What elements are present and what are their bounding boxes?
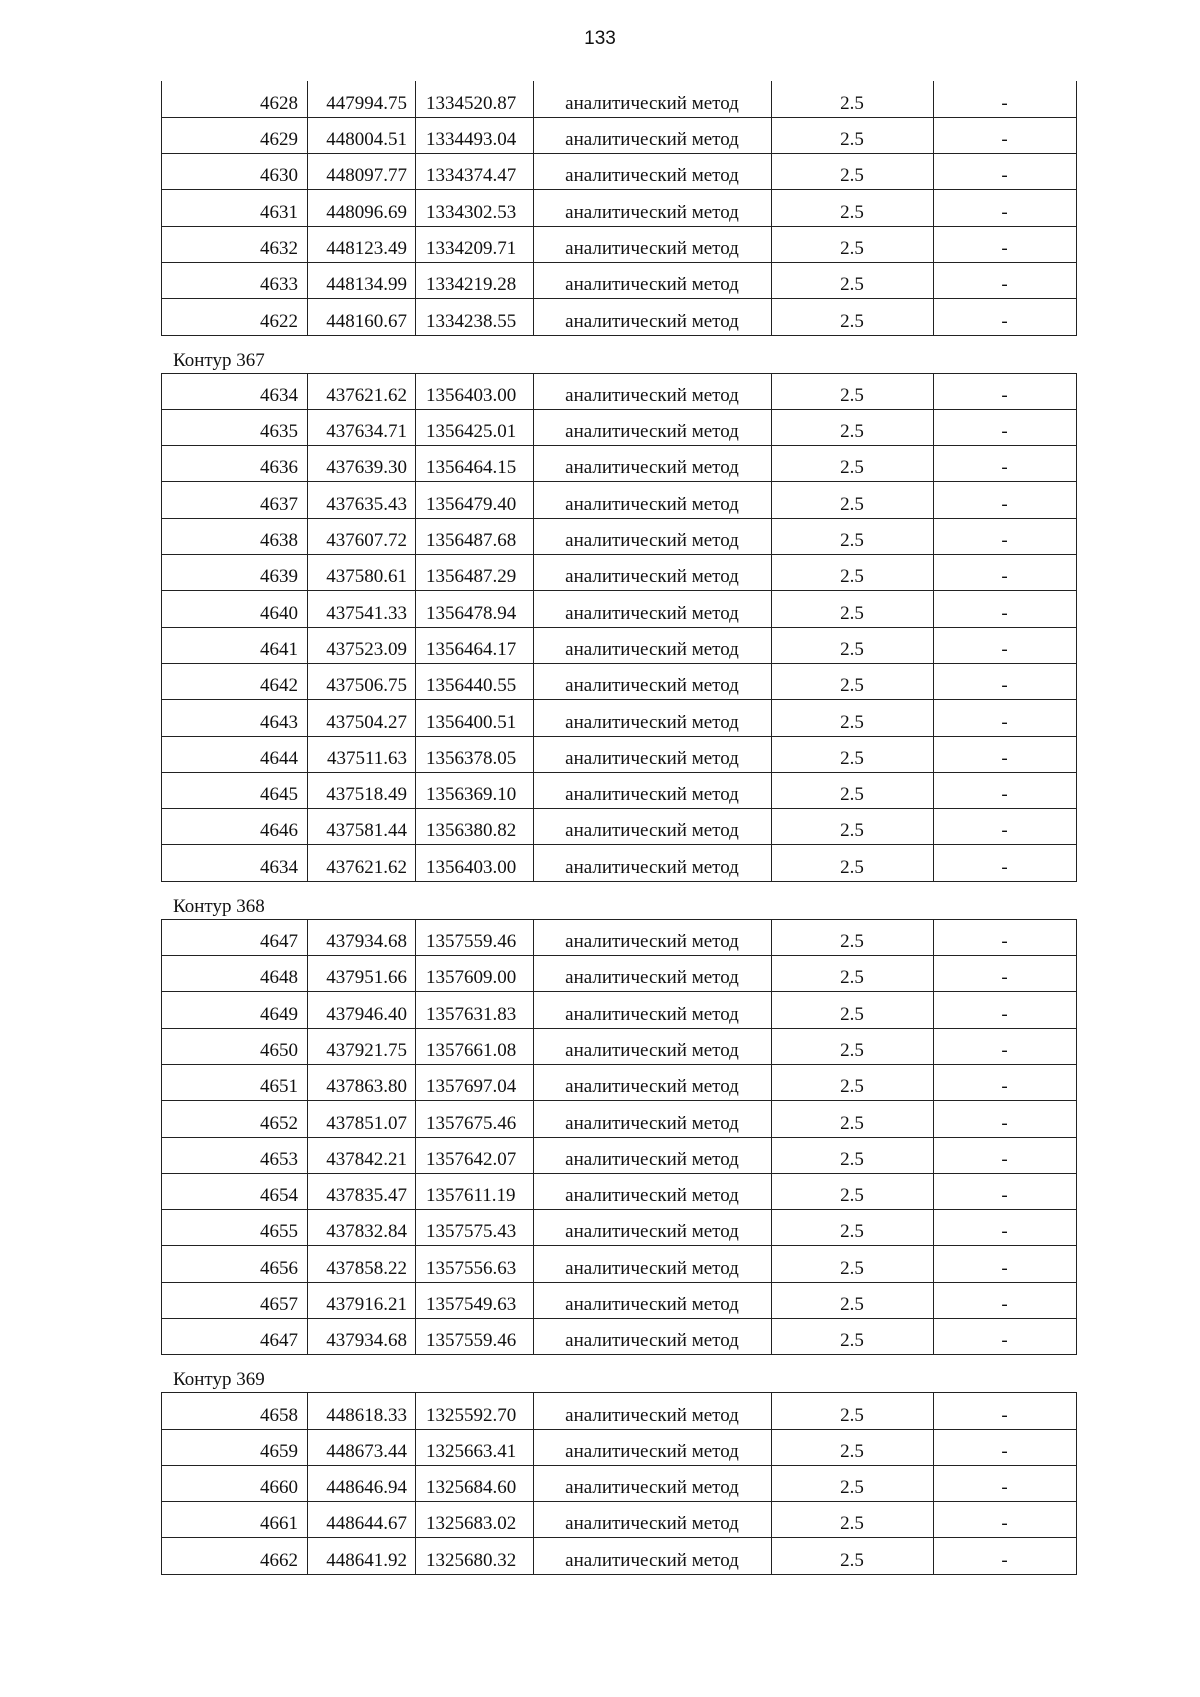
method-cell: аналитический метод [534, 956, 772, 992]
y-coordinate-cell: 1334520.87 [416, 81, 534, 117]
x-coordinate-cell: 448644.67 [308, 1502, 416, 1538]
x-coordinate-cell: 437946.40 [308, 992, 416, 1028]
x-coordinate-cell: 448004.51 [308, 117, 416, 153]
error-cell: 2.5 [772, 190, 934, 226]
table-row [162, 1210, 1077, 1246]
y-coordinate-cell: 1334302.53 [416, 190, 534, 226]
description-cell: - [934, 226, 1077, 262]
description-cell: - [934, 262, 1077, 298]
y-coordinate-cell: 1334493.04 [416, 117, 534, 153]
description-cell: - [934, 591, 1077, 627]
point-number-cell: 4653 [162, 1137, 308, 1173]
method-cell: аналитический метод [534, 226, 772, 262]
table-row [162, 1101, 1077, 1137]
y-coordinate-cell: 1357675.46 [416, 1101, 534, 1137]
method-cell: аналитический метод [534, 1538, 772, 1574]
y-coordinate-cell: 1325683.02 [416, 1502, 534, 1538]
description-cell: - [934, 700, 1077, 736]
description-cell: - [934, 845, 1077, 881]
method-cell: аналитический метод [534, 591, 772, 627]
method-cell: аналитический метод [534, 518, 772, 554]
description-cell: - [934, 919, 1077, 955]
description-cell: - [934, 1173, 1077, 1209]
method-cell: аналитический метод [534, 845, 772, 881]
point-number-cell: 4644 [162, 736, 308, 772]
x-coordinate-cell: 437921.75 [308, 1028, 416, 1064]
x-coordinate-cell: 437916.21 [308, 1282, 416, 1318]
error-cell: 2.5 [772, 700, 934, 736]
error-cell: 2.5 [772, 1137, 934, 1173]
method-cell: аналитический метод [534, 992, 772, 1028]
error-cell: 2.5 [772, 1429, 934, 1465]
method-cell: аналитический метод [534, 700, 772, 736]
y-coordinate-cell: 1334219.28 [416, 262, 534, 298]
y-coordinate-cell: 1325680.32 [416, 1538, 534, 1574]
error-cell: 2.5 [772, 1319, 934, 1355]
x-coordinate-cell: 437832.84 [308, 1210, 416, 1246]
method-cell: аналитический метод [534, 1393, 772, 1429]
method-cell: аналитический метод [534, 1502, 772, 1538]
error-cell: 2.5 [772, 845, 934, 881]
method-cell: аналитический метод [534, 482, 772, 518]
x-coordinate-cell: 447994.75 [308, 81, 416, 117]
point-number-cell: 4629 [162, 117, 308, 153]
contour-label: Контур 368 [173, 895, 265, 917]
description-cell: - [934, 1319, 1077, 1355]
y-coordinate-cell: 1356369.10 [416, 772, 534, 808]
table-row [162, 1393, 1077, 1429]
table-row [162, 373, 1077, 409]
y-coordinate-cell: 1356400.51 [416, 700, 534, 736]
point-number-cell: 4628 [162, 81, 308, 117]
error-cell: 2.5 [772, 299, 934, 335]
x-coordinate-cell: 437842.21 [308, 1137, 416, 1173]
x-coordinate-cell: 448097.77 [308, 154, 416, 190]
method-cell: аналитический метод [534, 1319, 772, 1355]
method-cell: аналитический метод [534, 1210, 772, 1246]
y-coordinate-cell: 1356464.15 [416, 446, 534, 482]
description-cell: - [934, 1101, 1077, 1137]
description-cell: - [934, 956, 1077, 992]
y-coordinate-cell: 1357575.43 [416, 1210, 534, 1246]
method-cell: аналитический метод [534, 446, 772, 482]
x-coordinate-cell: 437634.71 [308, 409, 416, 445]
table-row [162, 1064, 1077, 1100]
point-number-cell: 4643 [162, 700, 308, 736]
x-coordinate-cell: 437934.68 [308, 1319, 416, 1355]
x-coordinate-cell: 448160.67 [308, 299, 416, 335]
method-cell: аналитический метод [534, 1064, 772, 1100]
y-coordinate-cell: 1356464.17 [416, 627, 534, 663]
method-cell: аналитический метод [534, 373, 772, 409]
table-row [162, 772, 1077, 808]
description-cell: - [934, 1538, 1077, 1574]
description-cell: - [934, 1064, 1077, 1100]
point-number-cell: 4661 [162, 1502, 308, 1538]
point-number-cell: 4633 [162, 262, 308, 298]
error-cell: 2.5 [772, 591, 934, 627]
error-cell: 2.5 [772, 1282, 934, 1318]
description-cell: - [934, 299, 1077, 335]
method-cell: аналитический метод [534, 262, 772, 298]
x-coordinate-cell: 437541.33 [308, 591, 416, 627]
table-row [162, 409, 1077, 445]
description-cell: - [934, 190, 1077, 226]
y-coordinate-cell: 1334209.71 [416, 226, 534, 262]
description-cell: - [934, 117, 1077, 153]
x-coordinate-cell: 437580.61 [308, 555, 416, 591]
error-cell: 2.5 [772, 956, 934, 992]
coordinates-table [161, 373, 1077, 882]
table-row [162, 992, 1077, 1028]
point-number-cell: 4640 [162, 591, 308, 627]
point-number-cell: 4651 [162, 1064, 308, 1100]
y-coordinate-cell: 1334374.47 [416, 154, 534, 190]
x-coordinate-cell: 437518.49 [308, 772, 416, 808]
description-cell: - [934, 555, 1077, 591]
x-coordinate-cell: 437635.43 [308, 482, 416, 518]
point-number-cell: 4638 [162, 518, 308, 554]
point-number-cell: 4642 [162, 663, 308, 699]
error-cell: 2.5 [772, 1502, 934, 1538]
description-cell: - [934, 1465, 1077, 1501]
x-coordinate-cell: 437639.30 [308, 446, 416, 482]
x-coordinate-cell: 437863.80 [308, 1064, 416, 1100]
point-number-cell: 4631 [162, 190, 308, 226]
x-coordinate-cell: 437506.75 [308, 663, 416, 699]
method-cell: аналитический метод [534, 736, 772, 772]
x-coordinate-cell: 437621.62 [308, 845, 416, 881]
table-row [162, 226, 1077, 262]
y-coordinate-cell: 1357642.07 [416, 1137, 534, 1173]
error-cell: 2.5 [772, 1064, 934, 1100]
x-coordinate-cell: 437934.68 [308, 919, 416, 955]
error-cell: 2.5 [772, 627, 934, 663]
point-number-cell: 4622 [162, 299, 308, 335]
description-cell: - [934, 809, 1077, 845]
point-number-cell: 4655 [162, 1210, 308, 1246]
point-number-cell: 4634 [162, 373, 308, 409]
description-cell: - [934, 627, 1077, 663]
table-row [162, 663, 1077, 699]
method-cell: аналитический метод [534, 154, 772, 190]
table-row [162, 482, 1077, 518]
error-cell: 2.5 [772, 1393, 934, 1429]
contour-label: Контур 369 [173, 1369, 265, 1391]
method-cell: аналитический метод [534, 1246, 772, 1282]
x-coordinate-cell: 448646.94 [308, 1465, 416, 1501]
table-row [162, 190, 1077, 226]
table-row [162, 1538, 1077, 1574]
table-row [162, 1173, 1077, 1209]
coordinates-table [161, 919, 1077, 1356]
method-cell: аналитический метод [534, 809, 772, 845]
y-coordinate-cell: 1357609.00 [416, 956, 534, 992]
description-cell: - [934, 1028, 1077, 1064]
error-cell: 2.5 [772, 736, 934, 772]
x-coordinate-cell: 448134.99 [308, 262, 416, 298]
point-number-cell: 4645 [162, 772, 308, 808]
description-cell: - [934, 518, 1077, 554]
error-cell: 2.5 [772, 809, 934, 845]
y-coordinate-cell: 1356478.94 [416, 591, 534, 627]
description-cell: - [934, 736, 1077, 772]
table-row [162, 1502, 1077, 1538]
x-coordinate-cell: 437607.72 [308, 518, 416, 554]
method-cell: аналитический метод [534, 190, 772, 226]
point-number-cell: 4654 [162, 1173, 308, 1209]
error-cell: 2.5 [772, 919, 934, 955]
error-cell: 2.5 [772, 117, 934, 153]
x-coordinate-cell: 437523.09 [308, 627, 416, 663]
error-cell: 2.5 [772, 409, 934, 445]
table-row [162, 518, 1077, 554]
table-row [162, 1246, 1077, 1282]
description-cell: - [934, 1137, 1077, 1173]
table-row [162, 956, 1077, 992]
y-coordinate-cell: 1356440.55 [416, 663, 534, 699]
table-row [162, 81, 1077, 117]
method-cell: аналитический метод [534, 409, 772, 445]
y-coordinate-cell: 1357549.63 [416, 1282, 534, 1318]
x-coordinate-cell: 448123.49 [308, 226, 416, 262]
table-row [162, 1465, 1077, 1501]
y-coordinate-cell: 1325592.70 [416, 1393, 534, 1429]
table-row [162, 1282, 1077, 1318]
point-number-cell: 4656 [162, 1246, 308, 1282]
y-coordinate-cell: 1356425.01 [416, 409, 534, 445]
table-row [162, 154, 1077, 190]
error-cell: 2.5 [772, 446, 934, 482]
y-coordinate-cell: 1356380.82 [416, 809, 534, 845]
method-cell: аналитический метод [534, 663, 772, 699]
point-number-cell: 4659 [162, 1429, 308, 1465]
table-row [162, 700, 1077, 736]
y-coordinate-cell: 1357556.63 [416, 1246, 534, 1282]
table-row [162, 736, 1077, 772]
coordinates-document [161, 81, 1076, 1575]
method-cell: аналитический метод [534, 1028, 772, 1064]
y-coordinate-cell: 1325684.60 [416, 1465, 534, 1501]
description-cell: - [934, 154, 1077, 190]
point-number-cell: 4649 [162, 992, 308, 1028]
method-cell: аналитический метод [534, 555, 772, 591]
y-coordinate-cell: 1357559.46 [416, 1319, 534, 1355]
method-cell: аналитический метод [534, 772, 772, 808]
error-cell: 2.5 [772, 262, 934, 298]
error-cell: 2.5 [772, 373, 934, 409]
method-cell: аналитический метод [534, 1282, 772, 1318]
x-coordinate-cell: 437858.22 [308, 1246, 416, 1282]
table-row [162, 1429, 1077, 1465]
table-row [162, 591, 1077, 627]
table-row [162, 845, 1077, 881]
table-row [162, 919, 1077, 955]
error-cell: 2.5 [772, 226, 934, 262]
point-number-cell: 4657 [162, 1282, 308, 1318]
y-coordinate-cell: 1357697.04 [416, 1064, 534, 1100]
y-coordinate-cell: 1356403.00 [416, 373, 534, 409]
table-row [162, 446, 1077, 482]
point-number-cell: 4636 [162, 446, 308, 482]
point-number-cell: 4634 [162, 845, 308, 881]
x-coordinate-cell: 437511.63 [308, 736, 416, 772]
x-coordinate-cell: 448641.92 [308, 1538, 416, 1574]
y-coordinate-cell: 1357661.08 [416, 1028, 534, 1064]
description-cell: - [934, 663, 1077, 699]
table-row [162, 627, 1077, 663]
description-cell: - [934, 1210, 1077, 1246]
error-cell: 2.5 [772, 518, 934, 554]
method-cell: аналитический метод [534, 1173, 772, 1209]
method-cell: аналитический метод [534, 299, 772, 335]
point-number-cell: 4632 [162, 226, 308, 262]
description-cell: - [934, 373, 1077, 409]
y-coordinate-cell: 1356487.68 [416, 518, 534, 554]
error-cell: 2.5 [772, 1465, 934, 1501]
method-cell: аналитический метод [534, 117, 772, 153]
point-number-cell: 4637 [162, 482, 308, 518]
y-coordinate-cell: 1334238.55 [416, 299, 534, 335]
point-number-cell: 4652 [162, 1101, 308, 1137]
error-cell: 2.5 [772, 1173, 934, 1209]
table-row [162, 262, 1077, 298]
error-cell: 2.5 [772, 1538, 934, 1574]
y-coordinate-cell: 1357631.83 [416, 992, 534, 1028]
method-cell: аналитический метод [534, 919, 772, 955]
method-cell: аналитический метод [534, 1137, 772, 1173]
table-row [162, 555, 1077, 591]
description-cell: - [934, 772, 1077, 808]
y-coordinate-cell: 1356378.05 [416, 736, 534, 772]
point-number-cell: 4662 [162, 1538, 308, 1574]
error-cell: 2.5 [772, 992, 934, 1028]
x-coordinate-cell: 448618.33 [308, 1393, 416, 1429]
error-cell: 2.5 [772, 81, 934, 117]
x-coordinate-cell: 437581.44 [308, 809, 416, 845]
contour-label: Контур 367 [173, 349, 265, 371]
description-cell: - [934, 1246, 1077, 1282]
y-coordinate-cell: 1356403.00 [416, 845, 534, 881]
point-number-cell: 4648 [162, 956, 308, 992]
table-row [162, 1137, 1077, 1173]
method-cell: аналитический метод [534, 1101, 772, 1137]
x-coordinate-cell: 437835.47 [308, 1173, 416, 1209]
table-row [162, 809, 1077, 845]
description-cell: - [934, 992, 1077, 1028]
point-number-cell: 4650 [162, 1028, 308, 1064]
error-cell: 2.5 [772, 1210, 934, 1246]
point-number-cell: 4646 [162, 809, 308, 845]
method-cell: аналитический метод [534, 627, 772, 663]
table-row [162, 117, 1077, 153]
point-number-cell: 4647 [162, 1319, 308, 1355]
point-number-cell: 4635 [162, 409, 308, 445]
error-cell: 2.5 [772, 772, 934, 808]
error-cell: 2.5 [772, 482, 934, 518]
x-coordinate-cell: 437851.07 [308, 1101, 416, 1137]
error-cell: 2.5 [772, 555, 934, 591]
coordinates-table [161, 81, 1077, 336]
point-number-cell: 4660 [162, 1465, 308, 1501]
point-number-cell: 4658 [162, 1393, 308, 1429]
error-cell: 2.5 [772, 154, 934, 190]
point-number-cell: 4647 [162, 919, 308, 955]
y-coordinate-cell: 1357559.46 [416, 919, 534, 955]
error-cell: 2.5 [772, 1246, 934, 1282]
description-cell: - [934, 482, 1077, 518]
description-cell: - [934, 1429, 1077, 1465]
x-coordinate-cell: 437951.66 [308, 956, 416, 992]
x-coordinate-cell: 437621.62 [308, 373, 416, 409]
description-cell: - [934, 1393, 1077, 1429]
method-cell: аналитический метод [534, 81, 772, 117]
error-cell: 2.5 [772, 1028, 934, 1064]
table-row [162, 299, 1077, 335]
y-coordinate-cell: 1357611.19 [416, 1173, 534, 1209]
description-cell: - [934, 1282, 1077, 1318]
error-cell: 2.5 [772, 1101, 934, 1137]
method-cell: аналитический метод [534, 1465, 772, 1501]
point-number-cell: 4630 [162, 154, 308, 190]
y-coordinate-cell: 1325663.41 [416, 1429, 534, 1465]
description-cell: - [934, 446, 1077, 482]
x-coordinate-cell: 448096.69 [308, 190, 416, 226]
coordinates-table [161, 1392, 1077, 1574]
table-row [162, 1028, 1077, 1064]
description-cell: - [934, 81, 1077, 117]
error-cell: 2.5 [772, 663, 934, 699]
x-coordinate-cell: 448673.44 [308, 1429, 416, 1465]
y-coordinate-cell: 1356487.29 [416, 555, 534, 591]
description-cell: - [934, 409, 1077, 445]
method-cell: аналитический метод [534, 1429, 772, 1465]
table-row [162, 1319, 1077, 1355]
x-coordinate-cell: 437504.27 [308, 700, 416, 736]
point-number-cell: 4641 [162, 627, 308, 663]
description-cell: - [934, 1502, 1077, 1538]
point-number-cell: 4639 [162, 555, 308, 591]
y-coordinate-cell: 1356479.40 [416, 482, 534, 518]
page-number: 133 [584, 28, 616, 49]
